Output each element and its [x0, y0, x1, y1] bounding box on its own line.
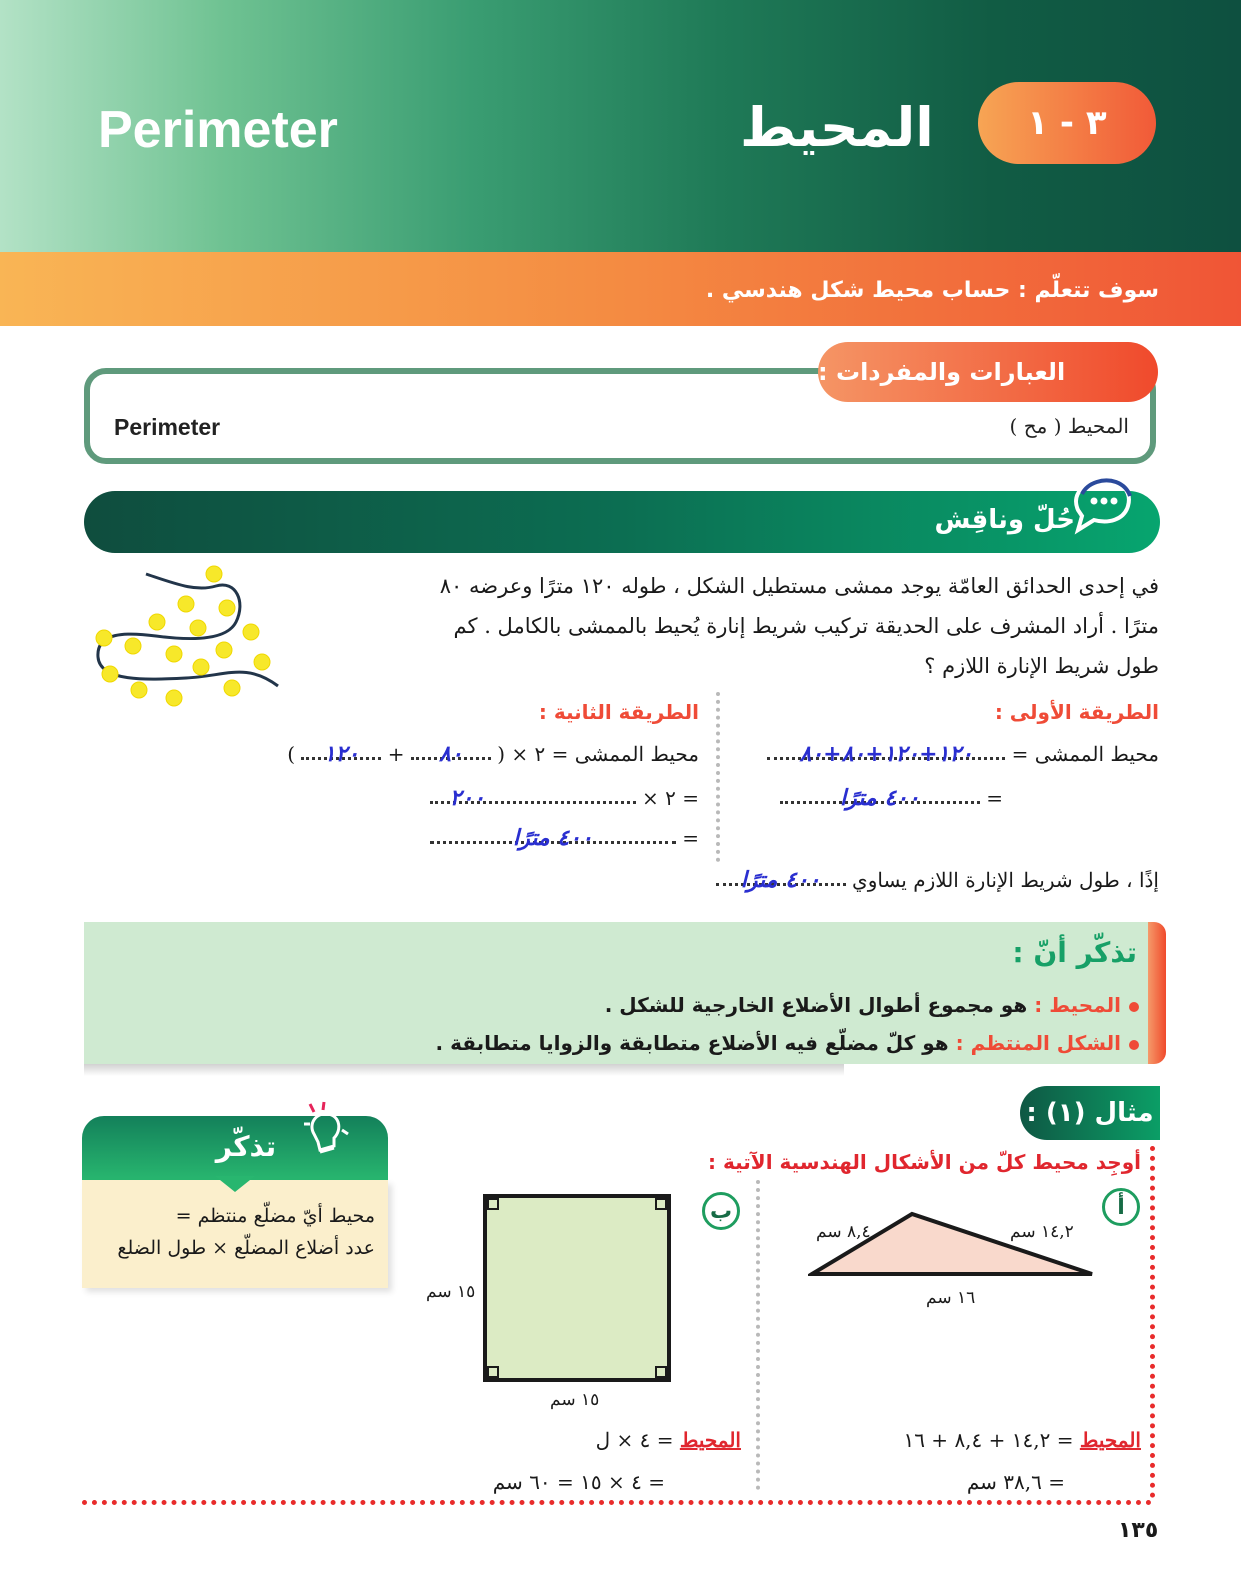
method2-line3-field[interactable]: [430, 826, 676, 851]
part-b-perimeter-line1: [596, 1428, 741, 1452]
part-b-formula: = ٤ × ل: [595, 1428, 674, 1452]
plus-sign: +: [387, 742, 405, 766]
remember-item: [436, 986, 1139, 1024]
part-a-perimeter-line2: = ٣٨,٦ سم: [966, 1470, 1065, 1494]
tip-line1: محيط أيّ مضلّع منتظم =: [175, 1205, 375, 1227]
vocabulary-term-en: Perimeter: [114, 414, 221, 440]
method1-line2: [780, 786, 1003, 810]
right-angle-mark: [487, 1366, 499, 1378]
remember-term: الشكل المنتظم :: [955, 1031, 1121, 1055]
method1-line1-answer: ١٢٠+١٢٠+٨٠+٨٠: [799, 742, 973, 767]
lesson-title-en: Perimeter: [98, 101, 338, 159]
tip-heading: تذكّر: [215, 1130, 277, 1163]
right-angle-mark: [655, 1366, 667, 1378]
triangle-side-left: ٨,٤ سم: [816, 1222, 871, 1242]
method2-heading: الطريقة الثانية :: [538, 700, 699, 724]
vocabulary-term-ar: المحيط ( مح ): [1009, 414, 1129, 438]
example-instruction: أوجِد محيط كلّ من الأشكال الهندسية الآتية :: [708, 1150, 1141, 1174]
example-heading: مثال (١) :: [1020, 1086, 1160, 1140]
remember-item: [436, 1024, 1139, 1062]
remember-heading: تذكّر أنّ :: [1012, 936, 1137, 969]
remember-definition: هو كلّ مضلّع فيه الأضلاع متطابقة والزوايا متطابقة .: [435, 1031, 949, 1055]
method1-line1-field[interactable]: [767, 742, 1005, 767]
part-b-label: ب: [702, 1192, 740, 1230]
method2-line2-label: = ٢ ×: [642, 786, 699, 810]
method1-line1: [767, 742, 1159, 766]
method2-line3: [430, 826, 699, 850]
learning-objective-text: سوف تتعلّم : حساب محيط شكل هندسي .: [705, 278, 1159, 303]
remember-list: [436, 986, 1139, 1062]
method2-line1: [287, 742, 699, 766]
part-a-formula: = ١٤,٢ + ٨,٤ + ١٦: [903, 1428, 1074, 1452]
method2-answer-b: ١٢٠: [323, 742, 360, 767]
square-side-left: ١٥ سم: [426, 1282, 476, 1302]
square-side-bottom: ١٥ سم: [550, 1390, 600, 1410]
method2-line2: [430, 786, 699, 810]
lesson-number-badge: ٣ - ١: [978, 82, 1156, 164]
method1-line1-label: محيط الممشى =: [1011, 742, 1159, 766]
method1-heading: الطريقة الأولى :: [994, 700, 1159, 724]
right-angle-mark: [655, 1198, 667, 1210]
square-figure: [483, 1194, 671, 1382]
example-frame-bottom: [82, 1500, 1152, 1505]
speech-bubble-icon: [1064, 474, 1136, 538]
perimeter-keyword: المحيط: [679, 1428, 741, 1452]
triangle-side-right: ١٤,٢ سم: [1010, 1222, 1074, 1242]
triangle-side-bottom: ١٦ سم: [926, 1288, 976, 1308]
method1-line2-label: =: [986, 786, 1003, 810]
vocabulary-heading: العبارات والمفردات :: [818, 342, 1158, 402]
bullet-icon: [1129, 1002, 1139, 1012]
example-frame-right: [1150, 1146, 1155, 1498]
bullet-icon: [1129, 1040, 1139, 1050]
tip-line2: عدد أضلاع المضلّع × طول الضلع: [117, 1237, 375, 1259]
right-angle-mark: [487, 1198, 499, 1210]
perimeter-keyword: المحيط: [1079, 1428, 1141, 1452]
lesson-title-ar: المحيط: [740, 96, 934, 159]
method2-field-a[interactable]: [411, 742, 491, 767]
problem-statement: في إحدى الحدائق العامّة يوجد ممشى مستطيل الشكل ، طوله ١٢٠ مترًا وعرضه ٨٠ مترًا . أراد المشرف على الحديقة تركيب شريط إنارة يُحيط بالممشى بالكامل . كم طول شريط الإنارة اللازم ؟: [439, 574, 1159, 678]
method1-line2-answer: ٤٠٠ مترًا: [839, 786, 920, 811]
string-lights-icon: [86, 562, 286, 712]
method2-line3-label: =: [682, 826, 699, 850]
method2-line2-answer: ٢٠٠: [449, 786, 486, 811]
method2-line1-label: محيط الممشى = ٢ × (: [497, 742, 699, 766]
methods-divider: [716, 692, 720, 862]
close-paren: ): [287, 742, 295, 766]
tip-arrow: [215, 1176, 255, 1192]
method2-line2-field[interactable]: [430, 786, 636, 811]
remember-term: المحيط :: [1034, 993, 1121, 1017]
conclusion-line: [716, 868, 1159, 892]
page-number: ١٣٥: [1118, 1518, 1159, 1543]
conclusion-field[interactable]: [716, 868, 846, 893]
method1-line2-field[interactable]: [780, 786, 980, 811]
method2-answer-a: ٨٠: [439, 742, 463, 767]
lightbulb-icon: [300, 1100, 356, 1164]
conclusion-label: إذًا ، طول شريط الإنارة اللازم يساوي: [852, 868, 1159, 892]
method2-field-b[interactable]: [301, 742, 381, 767]
example-divider: [756, 1180, 760, 1490]
think-discuss-heading: حُلّ وناقِش: [934, 505, 1075, 535]
part-b-perimeter-line2: = ٤ × ١٥ = ٦٠ سم: [492, 1470, 665, 1494]
remember-definition: هو مجموع أطوال الأضلاع الخارجية للشكل .: [604, 993, 1028, 1017]
part-a-perimeter-line1: [903, 1428, 1141, 1452]
conclusion-answer: ٤٠٠ مترًا: [740, 868, 821, 893]
method2-line3-answer: ٤٠٠ مترًا: [512, 826, 593, 851]
part-a-label: أ: [1102, 1188, 1140, 1226]
remember-shadow: [84, 1064, 844, 1076]
tip-text: [85, 1200, 375, 1264]
remember-accent-edge: [1148, 922, 1166, 1064]
